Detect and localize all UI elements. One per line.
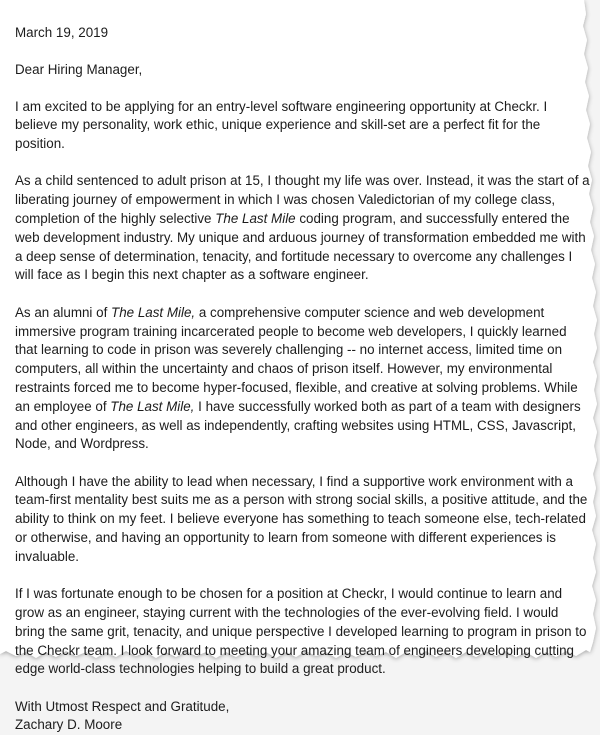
- program-name: The Last Mile,: [110, 398, 195, 414]
- paragraph-conclusion: If I was fortunate enough to be chosen for a position at Checkr, I would continue to learn and grow as an engineer, staying current with the technologies of the ever-evolving field. I would bring the same grit, tenacity, and unique perspective I developed learning to program in prison to the Checkr team. I look forward to meeting your amazing team of engineers developing cutting edge world-class technologies helping to build a great product.: [15, 586, 587, 677]
- paragraph-experience-text-c: I have successfully worked both as part of a team with designers and other engineers, as well as independently, crafting websites using HTML, CSS, Javascript, Node, and Wordpress.: [15, 398, 581, 452]
- signature-name: Zachary D. Moore: [15, 717, 123, 733]
- paragraph-experience: [15, 304, 590, 454]
- paragraph-background: [15, 172, 590, 285]
- program-name: The Last Mile: [215, 211, 296, 227]
- paragraph-experience-text-b: a comprehensive computer science and web development immersive program training incarcerated people to become web developers, I quickly learned that learning to code in prison was severely challenging -- no internet access, limited time on computers, all within the uncertainty and chaos of prison itself. However, my environmental restraints forced me to become hyper-focused, flexible, and creative at solving problems. While an employee of: [15, 304, 578, 414]
- letter-greeting: Dear Hiring Manager,: [15, 61, 143, 77]
- letter-closing: With Utmost Respect and Gratitude,: [15, 698, 230, 714]
- letter-date: March 19, 2019: [15, 25, 109, 40]
- cover-letter: [15, 24, 590, 735]
- paragraph-experience-text-a: As an alumni of: [15, 304, 112, 320]
- paragraph-background-text-b: coding program, and successfully entered the web development industry. My unique and arduous journey of transformation embedded me with a deep sense of determination, tenacity, and fortitude necessary to overcome any challenges I will face as I begin this next chapter as a software engineer.: [15, 211, 586, 283]
- paragraph-work-style: Although I have the ability to lead when necessary, I find a supportive work environment with a team-first mentality best suits me as a person with strong social skills, a positive attitude, and the ability to think on my feet. I believe everyone has something to teach someone else, tech-related or otherwise, and having an opportunity to learn from someone with different experiences is invaluable.: [15, 473, 588, 564]
- program-name: The Last Mile,: [111, 304, 196, 320]
- paragraph-intro: I am excited to be applying for an entry-level software engineering opportunity at Checkr. I believe my personality, work ethic, unique experience and skill-set are a perfect fit for the position.: [15, 98, 548, 152]
- paragraph-background-text-a: As a child sentenced to adult prison at 15, I thought my life was over. Instead, it was the start of a liberating journey of empowerment in which I was chosen Valedictorian of my college class, completion of the highly selective: [15, 173, 590, 227]
